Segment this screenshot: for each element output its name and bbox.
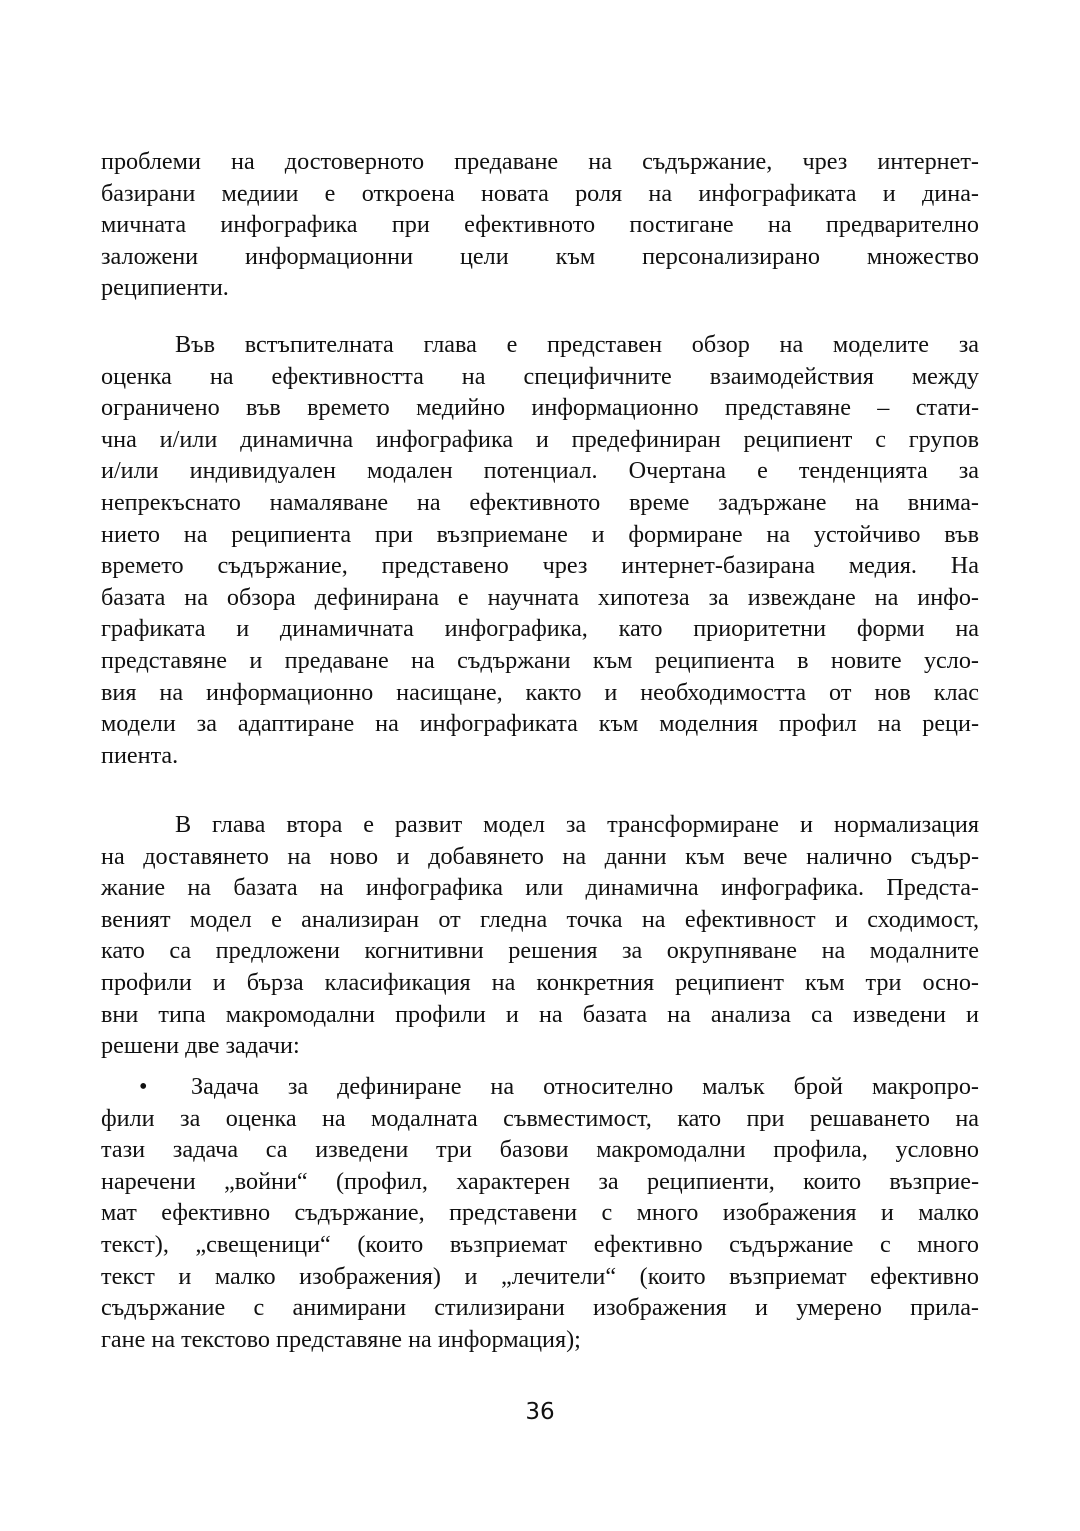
bullet-first-line <box>101 1071 979 1103</box>
paragraph-3 <box>101 809 979 1062</box>
text-line: жание на базата на инфографика или динамична инфографика. Предста- <box>101 874 979 902</box>
text-line: текст), „свещеници“ (които възприемат ефективно съдържание с много <box>101 1230 979 1258</box>
text-line: Във встъпителната глава е представен обзор на моделите за <box>175 331 979 358</box>
text-line: реципиенти. <box>101 274 229 302</box>
text-line: мичната инфографика при ефективното постигане на предварително <box>101 211 979 239</box>
text-line: модели за адаптиране на инфографиката към моделния профил на реци- <box>101 710 979 738</box>
text-line: вия на информационно насищане, както и необходимостта от нов клас <box>101 678 979 706</box>
paragraph-1 <box>101 146 979 304</box>
text-line: времето съдържание, представено чрез интернет-базирана медия. На <box>101 552 979 580</box>
text-line: гане на текстово представяне на информация); <box>101 1325 581 1353</box>
text-line: фили за оценка на модалната съвместимост, като при решаването на <box>101 1104 979 1132</box>
text-line: и/или индивидуален модален потенциал. Очертана е тенденцията за <box>101 457 979 485</box>
text-line: проблеми на достоверното предаване на съдържание, чрез интернет- <box>101 148 979 175</box>
paragraph-2 <box>101 329 979 771</box>
bullet-list-item <box>101 1071 979 1355</box>
text-line: наречени „войни“ (профил, характерен за реципиенти, които възприе- <box>101 1167 979 1195</box>
text-line: графиката и динамичната инфографика, като приоритетни форми на <box>101 615 979 643</box>
text-line: пиента. <box>101 741 179 769</box>
text-line: веният модел е анализиран от гледна точка на ефективност и сходимост, <box>101 905 979 933</box>
text-line: представяне и предаване на съдържани към реципиента в новите усло- <box>101 646 979 674</box>
text-line: като са предложени когнитивни решения за окрупняване на модалните <box>101 937 979 965</box>
text-line: нието на реципиента при възприемане и формиране на устойчиво във <box>101 520 979 548</box>
text-line: оценка на ефективността на специфичните взаимодействия между <box>101 362 979 390</box>
text-line: ограничено във времето медийно информационно представяне – стати- <box>101 394 979 422</box>
text-line: тази задача са изведени три базови макромодални профила, условно <box>101 1136 979 1164</box>
text-line: базирани медиии е откроена новата роля на инфографиката и дина- <box>101 179 979 207</box>
text-line: мат ефективно съдържание, представени с много изображения и малко <box>101 1199 979 1227</box>
text-line: заложени информационни цели към персонализирано множество <box>101 242 979 270</box>
text-line: вни типа макромодални профили и на базата на анализа са изведени и <box>101 1000 979 1028</box>
text-line: непрекъснато намаляване на ефективното време задържане на внима- <box>101 488 979 516</box>
text-line: решени две задачи: <box>101 1032 300 1060</box>
text-line: профили и бърза класификация на конкретния реципиент към три осно- <box>101 968 979 996</box>
text-line: чна и/или динамична инфографика и предефиниран реципиент с групов <box>101 425 979 453</box>
page-number: 36 <box>525 1399 555 1425</box>
text-line: базата на обзора дефинирана е научната хипотеза за извеждане на инфо- <box>101 583 979 611</box>
text-line: съдържание с анимирани стилизирани изображения и умерено прила- <box>101 1294 979 1322</box>
text-line: на доставянето на ново и добавянето на данни към вече налично съдър- <box>101 842 979 870</box>
text-line: текст и малко изображения) и „лечители“ (които възприемат ефективно <box>101 1262 979 1290</box>
text-line: В глава втора е развит модел за трансформиране и нормализация <box>175 811 979 838</box>
bullet-icon: • <box>139 1073 148 1100</box>
text-line: Задача за дефиниране на относително малък брой макропро- <box>191 1073 979 1100</box>
